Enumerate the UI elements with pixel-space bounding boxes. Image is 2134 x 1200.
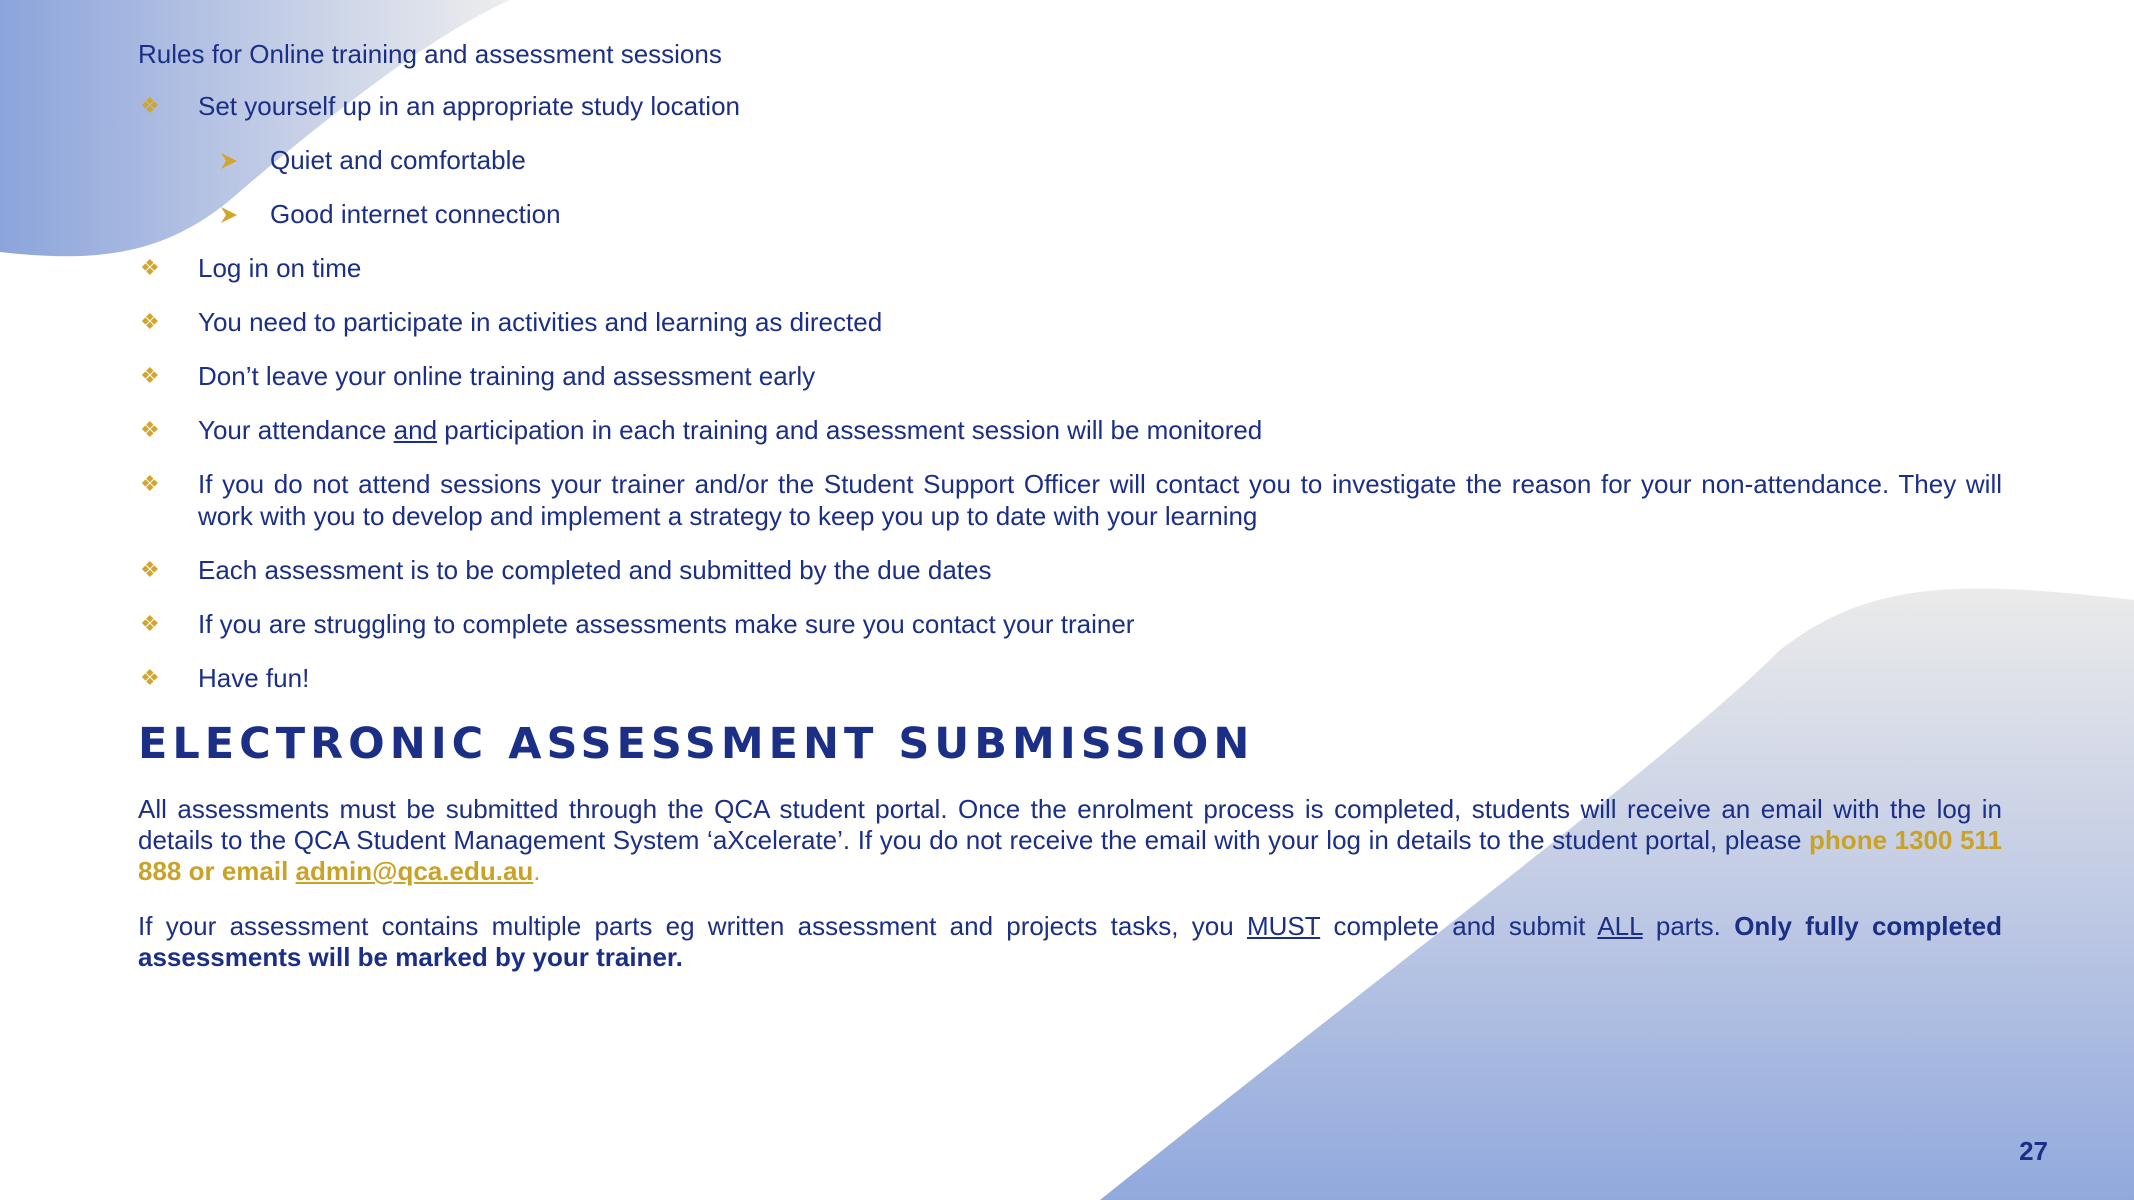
four-diamond-icon: ❖ (140, 665, 160, 690)
email-link[interactable]: admin@qca.edu.au (295, 856, 534, 886)
submission-paragraph: All assessments must be submitted through the QCA student portal. Once the enrolment process is completed, students will receive an email with the log in details to the QCA Student Management System ‘aXcelerate’. If you do not receive the email with your log in details to the student portal, please phone 1300 511 888 or email admin@qca.edu.au. (138, 794, 2002, 886)
list-item: ❖ If you do not attend sessions your trainer and/or the Student Support Officer will contact you to investigate the reason for your non-attendance. They will work with you to develop and implement a strategy to keep you up to date with your learning (140, 469, 2002, 531)
rules-intro: Rules for Online training and assessment sessions (138, 39, 722, 69)
page-content (138, 36, 2002, 997)
four-diamond-icon: ❖ (140, 93, 160, 118)
four-diamond-icon: ❖ (140, 471, 160, 496)
list-item: ❖ Have fun! (140, 663, 310, 693)
page-number: 27 (2019, 1136, 2048, 1166)
four-diamond-icon: ❖ (140, 255, 160, 280)
list-item: ❖ Set yourself up in an appropriate study location (140, 91, 741, 121)
contact-phone: phone 1300 511 888 or email (138, 825, 2002, 886)
arrowhead-icon (220, 198, 238, 230)
list-item: ❖ Log in on time (140, 253, 362, 283)
multi-part-paragraph: If your assessment contains multiple parts eg written assessment and projects tasks, you MUST complete and submit ALL parts. Only fully completed assessments will be marked by your trainer. (138, 911, 2002, 972)
section-heading: ELECTRONIC ASSESSMENT SUBMISSION (138, 719, 1255, 769)
four-diamond-icon: ❖ (140, 363, 160, 388)
list-item: ❖ You need to participate in activities and learning as directed (140, 307, 883, 337)
list-item: ❖ Don’t leave your online training and assessment early (140, 361, 816, 391)
list-item: Quiet and comfortable (218, 144, 2002, 176)
four-diamond-icon: ❖ (140, 611, 160, 636)
four-diamond-icon: ❖ (140, 557, 160, 582)
list-item: ❖ If you are struggling to complete assessments make sure you contact your trainer (140, 609, 1135, 639)
list-item: Good internet connection (218, 198, 2002, 230)
list-item: ❖ Each assessment is to be completed and submitted by the due dates (140, 555, 992, 585)
rules-list (138, 90, 2002, 694)
four-diamond-icon: ❖ (140, 309, 160, 334)
list-item: ❖ Your attendance and participation in each training and assessment session will be monitored (140, 415, 1263, 445)
arrowhead-icon (220, 144, 238, 176)
four-diamond-icon: ❖ (140, 417, 160, 442)
